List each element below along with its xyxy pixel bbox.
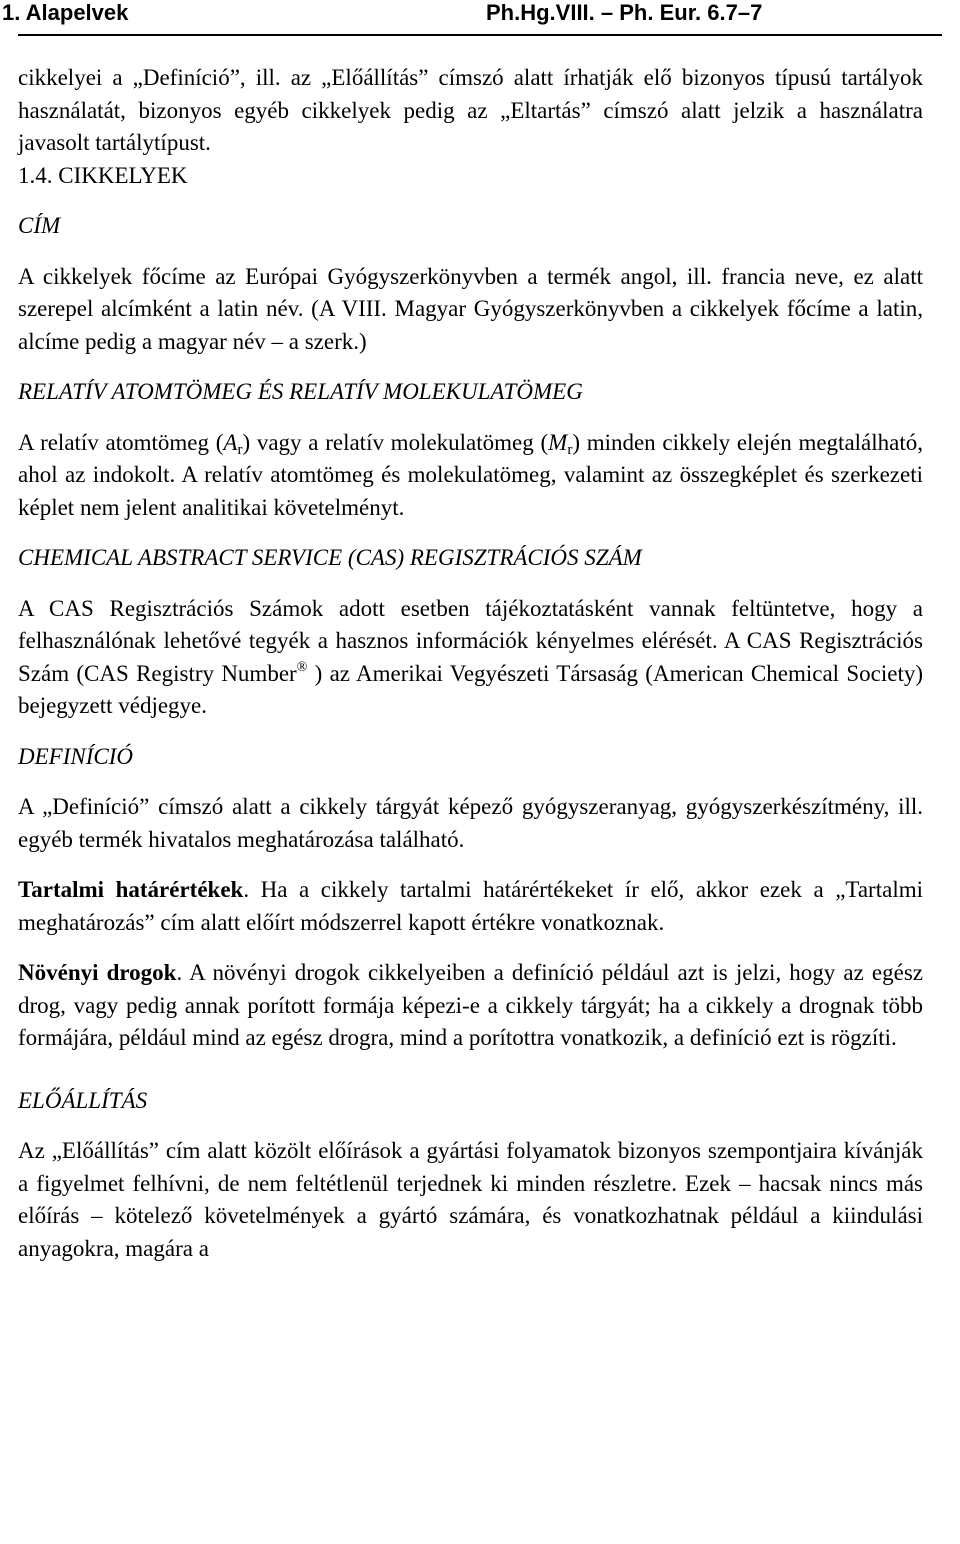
mr-symbol: M: [548, 429, 568, 455]
cas-text-2: ) az Amerikai Vegyészeti Társaság (American Chemical Society) bejegyzett védjegye.: [18, 660, 924, 718]
relativ-paragraph: [18, 427, 923, 525]
eloallitas-heading: ELŐÁLLÍTÁS: [18, 1087, 148, 1113]
cas-heading: CHEMICAL ABSTRACT SERVICE (CAS) REGISZTRÁCIÓS SZÁM: [18, 545, 642, 570]
cim-heading: CÍM: [18, 213, 61, 238]
ar-symbol: A: [223, 429, 238, 455]
cas-text-1: A CAS Regisztrációs Számok adott esetben tájékoztatásként vannak feltüntetve, hogy a felhasználónak lehetővé tegyék a hasznos információk kényelmes elérését. A CAS Regisztrációs Szám (CAS Registry Number: [18, 595, 923, 686]
header-pharmacopoeia-reference: Ph.Hg.VIII. – Ph. Eur. 6.7–7: [486, 0, 763, 25]
ar-subscript: r: [237, 441, 243, 458]
section-title: 1.4. CIKKELYEK: [18, 162, 188, 188]
mr-subscript: r: [567, 441, 573, 458]
tartalmi-lead: Tartalmi határértékek: [18, 877, 244, 902]
novenyi-lead: Növényi drogok: [18, 960, 177, 985]
document-body: [18, 62, 923, 1265]
cim-paragraph: A cikkelyek főcíme az Európai Gyógyszerkönyvben a termék angol, ill. francia neve, ez alatt szerepel alcímként a latin név. (A VIII. Magyar Gyógyszerkönyvben a cikkelyek főcíme a latin, alcíme pedig a magyar név – a szerk.): [18, 263, 923, 354]
novenyi-text: . A növényi drogok cikkelyeiben a definíció például azt is jelzi, hogy az egész drog, vagy pedig annak porított formája képezi-e a cikkely tárgyát; ha a cikkely a drognak több formájára, például mind az egész drogra, mind a porítottra vonatkozik, a definíció ezt is rögzíti.: [18, 960, 923, 1050]
page-header: [2, 0, 942, 36]
tartalmi-text: . Ha a cikkely tartalmi határértékeket ír elő, akkor ezek a „Tartalmi meghatározás” cím alatt előírt módszerrel kapott értékre vonatkoznak.: [18, 877, 923, 935]
eloallitas-paragraph: Az „Előállítás” cím alatt közölt előírások a gyártási folyamatok bizonyos szempontjaira kívánják a figyelmet felhívni, de nem feltétlenül terjednek ki minden részletre. Ezek – hacsak nincs más előírás – kötelező követelmények a gyártó számára, és vonatkozhatnak például a kiindulási anyagokra, magára a: [18, 1138, 923, 1261]
relativ-heading: RELATÍV ATOMTÖMEG ÉS RELATÍV MOLEKULATÖMEG: [18, 379, 583, 404]
relativ-text-1: A relatív atomtömeg (: [18, 429, 224, 455]
tartalmi-paragraph: [18, 874, 923, 939]
relativ-text-2: ) vagy a relatív molekulatömeg (: [242, 429, 549, 455]
intro-paragraph: cikkelyei a „Definíció”, ill. az „Előállítás” címszó alatt írhatják elő bizonyos típusú tartályok használatát, bizonyos egyéb cikkelyek pedig az „Eltartás” címszó alatt jelzik a használatra javasolt tartálytípust.: [18, 65, 923, 155]
registered-mark: ®: [296, 659, 308, 675]
header-chapter: 1. Alapelvek: [2, 0, 129, 25]
relativ-text-3: ) minden cikkely elején megtalálható, ahol az indokolt. A relatív atomtömeg és molekulatömeg, valamint az összegképlet és szerkezeti képlet nem jelent analitikai követelményt.: [18, 429, 923, 520]
definicio-paragraph: A „Definíció” címszó alatt a cikkely tárgyát képező gyógyszeranyag, gyógyszerkészítmény, ill. egyéb termék hivatalos meghatározása található.: [18, 794, 923, 852]
cas-paragraph: [18, 593, 923, 723]
definicio-heading: DEFINÍCIÓ: [18, 743, 133, 769]
novenyi-paragraph: [18, 957, 923, 1055]
